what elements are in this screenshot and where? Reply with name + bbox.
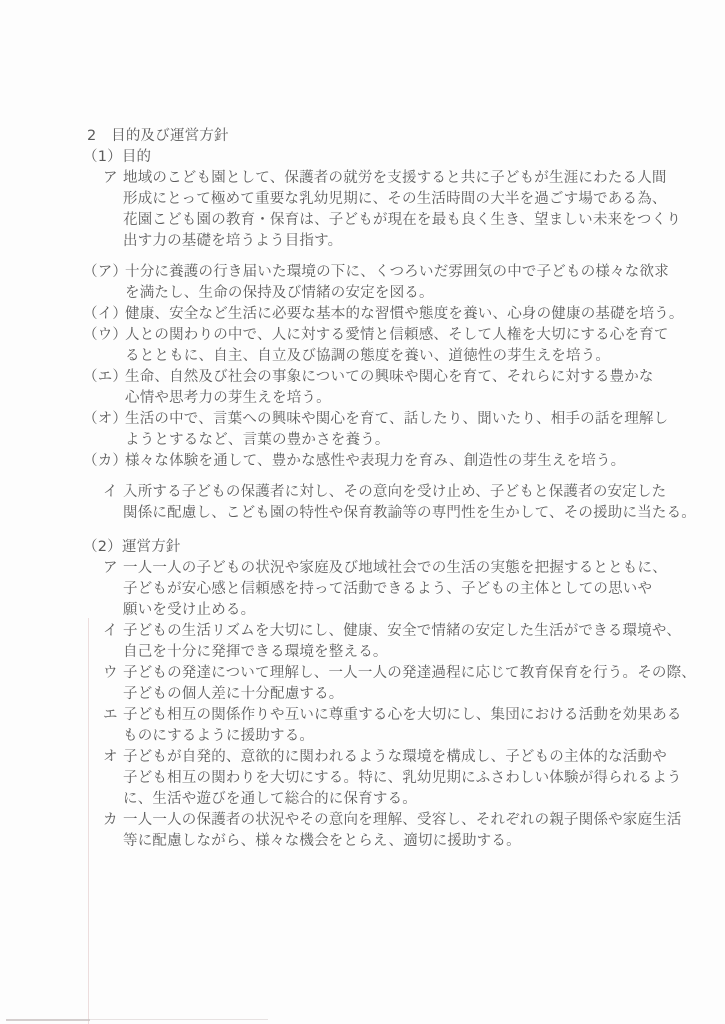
text-line: 等に配慮しながら、様々な機会をとらえ、適切に援助する。 bbox=[123, 833, 521, 849]
text-line: に、生活や遊びを通して総合的に保育する。 bbox=[123, 791, 417, 807]
text-line: ようとするなど、言葉の豊かさを養う。 bbox=[125, 432, 390, 448]
text-line: 願いを受け止める。 bbox=[123, 602, 256, 618]
list-item bbox=[83, 705, 708, 747]
text-line: 生活の中で、言葉への興味や関心を育て、話したり、聞いたり、相手の話を理解し bbox=[125, 411, 669, 427]
document-title: 2 目的及び運営方針 bbox=[87, 128, 229, 144]
item-marker: イ bbox=[103, 484, 118, 500]
list-item bbox=[83, 558, 708, 621]
item-marker: イ bbox=[103, 623, 118, 639]
item-marker: （カ） bbox=[83, 453, 128, 469]
list-item bbox=[83, 367, 708, 409]
item-marker: （ア） bbox=[83, 264, 128, 280]
list-item bbox=[83, 482, 708, 524]
item-marker: ア bbox=[103, 560, 118, 576]
text-line: を満たし、生命の保持及び情緒の安定を図る。 bbox=[125, 285, 434, 301]
list-item bbox=[83, 663, 708, 705]
text-line: 子どもの個人差に十分配慮する。 bbox=[123, 686, 344, 702]
text-line: 地域のこども園として、保護者の就労を支援すると共に子どもが生涯にわたる人間 bbox=[123, 170, 667, 186]
text-line: 子どもが自発的、意欲的に関われるような環境を構成し、子どもの主体的な活動や bbox=[123, 749, 667, 765]
item-marker: （エ） bbox=[83, 369, 128, 385]
list-item bbox=[83, 168, 708, 252]
item-marker: カ bbox=[103, 812, 118, 828]
item-marker: エ bbox=[103, 707, 118, 723]
text-line: 一人一人の保護者の状況やその意向を理解、受容し、それぞれの親子関係や家庭生活 bbox=[123, 812, 682, 828]
document-content bbox=[83, 126, 708, 852]
text-line: 一人一人の子どもの状況や家庭及び地域社会での生活の実態を把握するとともに、 bbox=[123, 560, 667, 576]
list-item bbox=[83, 747, 708, 810]
item-marker: （オ） bbox=[83, 411, 128, 427]
text-line: 子ども相互の関わりを大切にする。特に、乳幼児期にふさわしい体験が得られるよう bbox=[123, 770, 682, 786]
text-line: 健康、安全など生活に必要な基本的な習慣や態度を養い、心身の健康の基礎を培う。 bbox=[125, 306, 684, 322]
text-line: 形成にとって極めて重要な乳幼児期に、その生活時間の大半を過ごす場である為、 bbox=[123, 191, 667, 207]
item-marker: オ bbox=[103, 749, 118, 765]
list-item bbox=[83, 409, 708, 451]
text-line: 生命、自然及び社会の事象についての興味や関心を育て、それらに対する豊かな bbox=[125, 369, 654, 385]
scan-artifact-vertical-line bbox=[88, 618, 89, 1024]
text-line: 自己を十分に発揮できる環境を整える。 bbox=[123, 644, 388, 660]
item-marker: （ウ） bbox=[83, 327, 128, 343]
list-item bbox=[83, 304, 708, 325]
text-line: 花園こども園の教育・保育は、子どもが現在を最も良く生き、望ましい未来をつくり bbox=[123, 212, 682, 228]
text-line: 子どもの生活リズムを大切にし、健康、安全で情緒の安定した生活ができる環境や、 bbox=[123, 623, 682, 639]
text-line: ものにするように援助する。 bbox=[123, 728, 315, 744]
list-item bbox=[83, 451, 708, 472]
list-item bbox=[83, 810, 708, 852]
text-line: 子ども相互の関係作りや互いに尊重する心を大切にし、集団における活動を効果ある bbox=[123, 707, 682, 723]
list-item bbox=[83, 325, 708, 367]
scan-artifact-bottom-line-faint bbox=[90, 1019, 268, 1020]
item-marker: ウ bbox=[103, 665, 118, 681]
section-heading: （2）運営方針 bbox=[83, 539, 181, 555]
section bbox=[83, 147, 708, 524]
list-item bbox=[83, 621, 708, 663]
text-line: 子どもの発達について理解し、一人一人の発達過程に応じて教育保育を行う。その際、 bbox=[123, 665, 697, 681]
text-line: 入所する子どもの保護者に対し、その意向を受け止め、子どもと保護者の安定した bbox=[123, 484, 667, 500]
scan-artifact-bottom-line bbox=[6, 1019, 90, 1021]
text-line: 人との関わりの中で、人に対する愛情と信頼感、そして人権を大切にする心を育て bbox=[125, 327, 669, 343]
text-line: 十分に養護の行き届いた環境の下に、くつろいだ雰囲気の中で子どもの様々な欲求 bbox=[125, 264, 669, 280]
item-marker: ア bbox=[103, 170, 118, 186]
item-marker: （イ） bbox=[83, 306, 128, 322]
document-sections bbox=[83, 147, 708, 852]
text-line: 心情や思考力の芽生えを培う。 bbox=[125, 390, 331, 406]
list-item bbox=[83, 262, 708, 304]
text-line: 子どもが安心感と信頼感を持って活動できるよう、子どもの主体としての思いや bbox=[123, 581, 653, 597]
section-heading: （1）目的 bbox=[83, 149, 152, 165]
text-line: 関係に配慮し、こども園の特性や保育教諭等の専門性を生かして、その援助に当たる。 bbox=[123, 505, 697, 521]
text-line: 様々な体験を通して、豊かな感性や表現力を育み、創造性の芽生えを培う。 bbox=[125, 453, 626, 469]
text-line: るとともに、自主、自立及び協調の態度を養い、道徳性の芽生えを培う。 bbox=[125, 348, 611, 364]
text-line: 出す力の基礎を培うよう目指す。 bbox=[123, 233, 343, 249]
section bbox=[83, 537, 708, 852]
